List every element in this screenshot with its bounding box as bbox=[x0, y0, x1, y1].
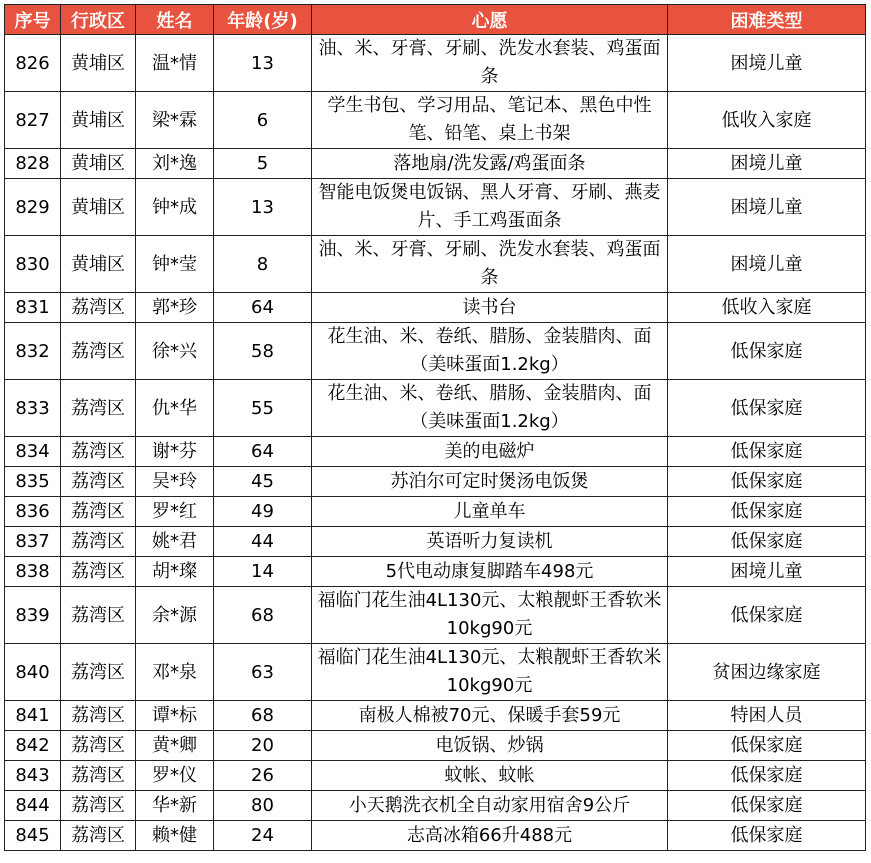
wish-cell: 福临门花生油4L130元、太粮靓虾王香软米10kg90元 bbox=[312, 587, 668, 644]
table-row bbox=[5, 791, 866, 821]
age-cell: 13 bbox=[214, 35, 312, 92]
name-cell: 邓*泉 bbox=[136, 644, 214, 701]
table-row bbox=[5, 731, 866, 761]
age-cell: 26 bbox=[214, 761, 312, 791]
table-row bbox=[5, 644, 866, 701]
row-id-cell: 832 bbox=[5, 323, 61, 380]
district-cell: 荔湾区 bbox=[61, 293, 136, 323]
row-id-cell: 828 bbox=[5, 149, 61, 179]
age-cell: 14 bbox=[214, 557, 312, 587]
age-cell: 63 bbox=[214, 644, 312, 701]
row-id-cell: 837 bbox=[5, 527, 61, 557]
table-row bbox=[5, 293, 866, 323]
district-cell: 荔湾区 bbox=[61, 497, 136, 527]
age-cell: 20 bbox=[214, 731, 312, 761]
table-row bbox=[5, 92, 866, 149]
wish-cell: 油、米、牙膏、牙刷、洗发水套装、鸡蛋面条 bbox=[312, 236, 668, 293]
name-cell: 谢*芬 bbox=[136, 437, 214, 467]
district-cell: 荔湾区 bbox=[61, 557, 136, 587]
difficulty-type-cell: 低保家庭 bbox=[668, 437, 866, 467]
name-cell: 黄*卿 bbox=[136, 731, 214, 761]
difficulty-type-cell: 低保家庭 bbox=[668, 587, 866, 644]
difficulty-type-cell: 特困人员 bbox=[668, 701, 866, 731]
difficulty-type-cell: 低保家庭 bbox=[668, 821, 866, 851]
header-wish: 心愿 bbox=[312, 5, 668, 35]
difficulty-type-cell: 低保家庭 bbox=[668, 380, 866, 437]
district-cell: 荔湾区 bbox=[61, 644, 136, 701]
wish-cell: 学生书包、学习用品、笔记本、黑色中性笔、铅笔、桌上书架 bbox=[312, 92, 668, 149]
district-cell: 荔湾区 bbox=[61, 527, 136, 557]
table-row bbox=[5, 149, 866, 179]
table-row bbox=[5, 179, 866, 236]
table-row bbox=[5, 380, 866, 437]
district-cell: 黄埔区 bbox=[61, 35, 136, 92]
header-age: 年龄(岁) bbox=[214, 5, 312, 35]
district-cell: 黄埔区 bbox=[61, 92, 136, 149]
age-cell: 64 bbox=[214, 293, 312, 323]
age-cell: 5 bbox=[214, 149, 312, 179]
wish-cell: 蚊帐、蚊帐 bbox=[312, 761, 668, 791]
difficulty-type-cell: 低保家庭 bbox=[668, 527, 866, 557]
difficulty-type-cell: 困境儿童 bbox=[668, 236, 866, 293]
name-cell: 赖*健 bbox=[136, 821, 214, 851]
row-id-cell: 833 bbox=[5, 380, 61, 437]
name-cell: 刘*逸 bbox=[136, 149, 214, 179]
difficulty-type-cell: 困境儿童 bbox=[668, 557, 866, 587]
wish-cell: 油、米、牙膏、牙刷、洗发水套装、鸡蛋面条 bbox=[312, 35, 668, 92]
row-id-cell: 836 bbox=[5, 497, 61, 527]
header-row bbox=[5, 5, 866, 35]
district-cell: 荔湾区 bbox=[61, 587, 136, 644]
wish-cell: 花生油、米、卷纸、腊肠、金装腊肉、面（美味蛋面1.2kg） bbox=[312, 323, 668, 380]
name-cell: 钟*成 bbox=[136, 179, 214, 236]
difficulty-type-cell: 低保家庭 bbox=[668, 497, 866, 527]
difficulty-type-cell: 低保家庭 bbox=[668, 791, 866, 821]
age-cell: 24 bbox=[214, 821, 312, 851]
age-cell: 55 bbox=[214, 380, 312, 437]
age-cell: 49 bbox=[214, 497, 312, 527]
age-cell: 13 bbox=[214, 179, 312, 236]
wish-cell: 苏泊尔可定时煲汤电饭煲 bbox=[312, 467, 668, 497]
table-row bbox=[5, 701, 866, 731]
district-cell: 荔湾区 bbox=[61, 437, 136, 467]
wish-cell: 读书台 bbox=[312, 293, 668, 323]
wish-list-table bbox=[4, 4, 866, 851]
age-cell: 68 bbox=[214, 587, 312, 644]
name-cell: 仇*华 bbox=[136, 380, 214, 437]
district-cell: 荔湾区 bbox=[61, 761, 136, 791]
difficulty-type-cell: 困境儿童 bbox=[668, 179, 866, 236]
table-row bbox=[5, 761, 866, 791]
table-row bbox=[5, 35, 866, 92]
wish-cell: 英语听力复读机 bbox=[312, 527, 668, 557]
table-row bbox=[5, 323, 866, 380]
row-id-cell: 841 bbox=[5, 701, 61, 731]
difficulty-type-cell: 低收入家庭 bbox=[668, 92, 866, 149]
row-id-cell: 829 bbox=[5, 179, 61, 236]
table-row bbox=[5, 527, 866, 557]
age-cell: 6 bbox=[214, 92, 312, 149]
row-id-cell: 844 bbox=[5, 791, 61, 821]
district-cell: 荔湾区 bbox=[61, 323, 136, 380]
row-id-cell: 835 bbox=[5, 467, 61, 497]
row-id-cell: 827 bbox=[5, 92, 61, 149]
row-id-cell: 831 bbox=[5, 293, 61, 323]
table-row bbox=[5, 587, 866, 644]
wish-cell: 5代电动康复脚踏车498元 bbox=[312, 557, 668, 587]
wish-cell: 电饭锅、炒锅 bbox=[312, 731, 668, 761]
difficulty-type-cell: 低收入家庭 bbox=[668, 293, 866, 323]
name-cell: 胡*璨 bbox=[136, 557, 214, 587]
header-district: 行政区 bbox=[61, 5, 136, 35]
age-cell: 45 bbox=[214, 467, 312, 497]
age-cell: 8 bbox=[214, 236, 312, 293]
district-cell: 荔湾区 bbox=[61, 701, 136, 731]
wish-cell: 儿童单车 bbox=[312, 497, 668, 527]
name-cell: 罗*仪 bbox=[136, 761, 214, 791]
age-cell: 44 bbox=[214, 527, 312, 557]
name-cell: 华*新 bbox=[136, 791, 214, 821]
district-cell: 黄埔区 bbox=[61, 236, 136, 293]
wish-cell: 南极人棉被70元、保暖手套59元 bbox=[312, 701, 668, 731]
row-id-cell: 830 bbox=[5, 236, 61, 293]
header-name: 姓名 bbox=[136, 5, 214, 35]
header-id: 序号 bbox=[5, 5, 61, 35]
wish-cell: 落地扇/洗发露/鸡蛋面条 bbox=[312, 149, 668, 179]
table-row bbox=[5, 467, 866, 497]
difficulty-type-cell: 低保家庭 bbox=[668, 467, 866, 497]
row-id-cell: 839 bbox=[5, 587, 61, 644]
district-cell: 荔湾区 bbox=[61, 380, 136, 437]
wish-cell: 智能电饭煲电饭锅、黑人牙膏、牙刷、燕麦片、手工鸡蛋面条 bbox=[312, 179, 668, 236]
district-cell: 黄埔区 bbox=[61, 179, 136, 236]
header-difficulty-type: 困难类型 bbox=[668, 5, 866, 35]
row-id-cell: 842 bbox=[5, 731, 61, 761]
table-row bbox=[5, 821, 866, 851]
row-id-cell: 834 bbox=[5, 437, 61, 467]
wish-cell: 小天鹅洗衣机全自动家用宿舍9公斤 bbox=[312, 791, 668, 821]
row-id-cell: 843 bbox=[5, 761, 61, 791]
table-row bbox=[5, 236, 866, 293]
name-cell: 谭*标 bbox=[136, 701, 214, 731]
table-body bbox=[5, 35, 866, 851]
table-row bbox=[5, 557, 866, 587]
table-header bbox=[5, 5, 866, 35]
difficulty-type-cell: 低保家庭 bbox=[668, 731, 866, 761]
name-cell: 徐*兴 bbox=[136, 323, 214, 380]
difficulty-type-cell: 低保家庭 bbox=[668, 323, 866, 380]
wish-cell: 花生油、米、卷纸、腊肠、金装腊肉、面（美味蛋面1.2kg） bbox=[312, 380, 668, 437]
wish-cell: 美的电磁炉 bbox=[312, 437, 668, 467]
name-cell: 余*源 bbox=[136, 587, 214, 644]
difficulty-type-cell: 低保家庭 bbox=[668, 761, 866, 791]
wish-cell: 志高冰箱66升488元 bbox=[312, 821, 668, 851]
name-cell: 钟*莹 bbox=[136, 236, 214, 293]
name-cell: 梁*霖 bbox=[136, 92, 214, 149]
difficulty-type-cell: 贫困边缘家庭 bbox=[668, 644, 866, 701]
age-cell: 64 bbox=[214, 437, 312, 467]
row-id-cell: 845 bbox=[5, 821, 61, 851]
difficulty-type-cell: 困境儿童 bbox=[668, 149, 866, 179]
row-id-cell: 840 bbox=[5, 644, 61, 701]
difficulty-type-cell: 困境儿童 bbox=[668, 35, 866, 92]
age-cell: 80 bbox=[214, 791, 312, 821]
district-cell: 荔湾区 bbox=[61, 731, 136, 761]
wish-cell: 福临门花生油4L130元、太粮靓虾王香软米10kg90元 bbox=[312, 644, 668, 701]
table-row bbox=[5, 437, 866, 467]
name-cell: 温*情 bbox=[136, 35, 214, 92]
name-cell: 罗*红 bbox=[136, 497, 214, 527]
district-cell: 荔湾区 bbox=[61, 791, 136, 821]
district-cell: 黄埔区 bbox=[61, 149, 136, 179]
district-cell: 荔湾区 bbox=[61, 821, 136, 851]
name-cell: 郭*珍 bbox=[136, 293, 214, 323]
row-id-cell: 838 bbox=[5, 557, 61, 587]
row-id-cell: 826 bbox=[5, 35, 61, 92]
district-cell: 荔湾区 bbox=[61, 467, 136, 497]
age-cell: 68 bbox=[214, 701, 312, 731]
name-cell: 吴*玲 bbox=[136, 467, 214, 497]
age-cell: 58 bbox=[214, 323, 312, 380]
name-cell: 姚*君 bbox=[136, 527, 214, 557]
table-row bbox=[5, 497, 866, 527]
